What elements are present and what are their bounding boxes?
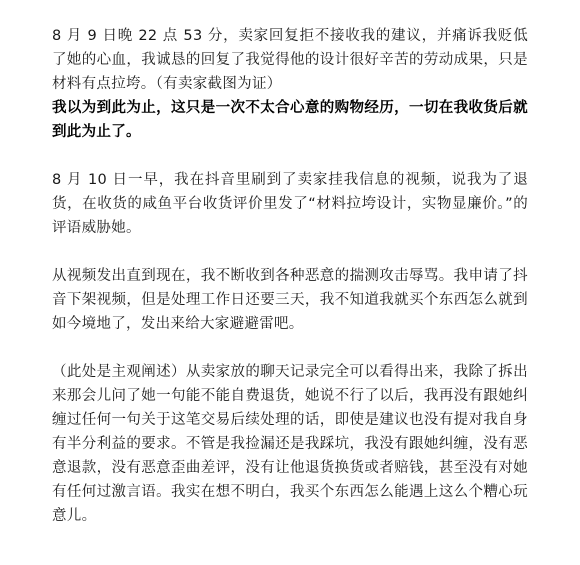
paragraph-aug10-video: 8 月 10 日一早，我在抖音里刷到了卖家挂我信息的视频，说我为了退货，在收货的咸鱼平台收货评价里发了“材料拉垮设计，实物显廉价。”的评语威胁她。 [52, 172, 528, 236]
paragraph-aug9-reply: 8 月 9 日晚 22 点 53 分，卖家回复拒不接收我的建议，并痛诉我贬低了她的心血，我诚恳的回复了我觉得他的设计很好辛苦的劳动成果，只是材料有点拉垮。（有卖家截图为证） [52, 28, 528, 92]
document-body [52, 24, 528, 528]
paragraph-subjective-statement: （此处是主观阐述）从卖家放的聊天记录完全可以看得出来，我除了拆出来那会儿问了她一句能不能自费退货，她说不行了以后，我再没有跟她纠缠过任何一句关于这笔交易后续处理的话，即使是建议也没有提对我自身有半分利益的要求。不管是我捡漏还是我踩坑，我没有跟她纠缠，没有恶意退款，没有恶意歪曲差评，没有让他退货换货或者赔钱，甚至没有对她有任何过激言语。我实在想不明白，我买个东西怎么能遇上这么个糟心玩意儿。 [52, 364, 528, 524]
paragraph-harassment: 从视频发出直到现在，我不断收到各种恶意的揣测攻击辱骂。我申请了抖音下架视频，但是处理工作日还要三天，我不知道我就买个东西怎么就到如今境地了，发出来给大家避避雷吧。 [52, 268, 528, 332]
paragraph-bold-statement: 我以为到此为止，这只是一次不太合心意的购物经历，一切在我收货后就到此为止了。 [52, 100, 528, 140]
